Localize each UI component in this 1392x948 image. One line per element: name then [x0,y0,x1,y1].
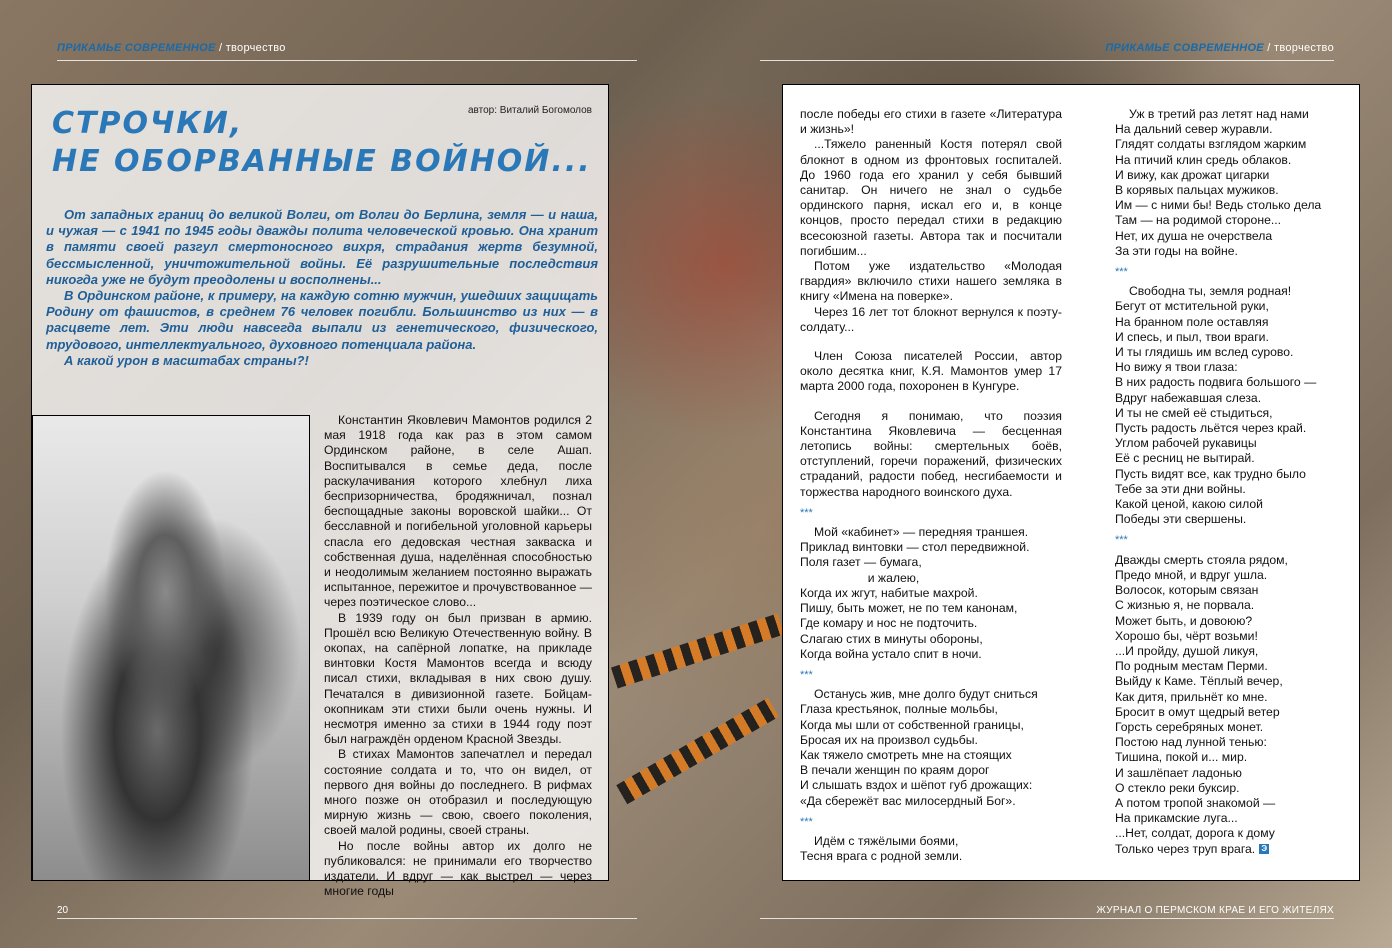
author-byline: автор: Виталий Богомолов [467,105,592,116]
right-page-panel [782,84,1360,881]
body-paragraph: ...Тяжело раненный Костя потерял свой блокнот в одном из фронтовых госпиталей. До 1960 года его хранил у себя бывший санитар. Он ничего не знал о судьбе ординского парня, искал его и, в конце концов, просто передал стихи в редакцию всесоюзной газеты. Автора так и посчитали погибшим... [800,137,1062,258]
body-paragraph: после победы его стихи в газете «Литература и жизнь»! [800,107,1062,137]
lead-text: А какой урон в масштабах страны?! [64,352,309,368]
stars-divider: *** [1115,266,1128,279]
body-paragraph: Через 16 лет тот блокнот вернулся к поэту-солдату... [800,304,1062,334]
section-title: ПРИКАМЬЕ СОВРЕМЕННОЕ [1105,42,1264,54]
body-paragraph: В 1939 году он был призван в армию. Прошёл всю Великую Отечественную войну. В окопах, на сапёрной лопатке, на прикладе винтовки Костя Мамонтов всегда и всюду писал стихи, вкладывая в них свою душу. Печатался в дивизионной газете. Бойцам-окопникам эти стихи были очень нужны. И несмотря именно за стихи в 1944 году поэт был награждён орденом Красной Звезды. [324,610,592,747]
lead-paragraph [46,207,598,369]
bio-column [324,413,592,900]
body-paragraph: Но после войны автор их долго не публиковался: не принимали его творчество издатели. И вдруг — как выстрел — через многие годы [324,838,592,899]
footer-rule [57,918,637,919]
section-subtitle: творчество [225,42,286,54]
section-subtitle: творчество [1274,42,1334,54]
title-line: НЕ ОБОРВАННЫЕ ВОЙНОЙ... [52,144,592,179]
poem: Мой «кабинет» — передняя траншея. Приклад винтовки — стол передвижной. Поля газет — бумага, и жалею, Когда их жгут, набитые махрой. Пишу, быть может, не по тем канонам, Где комару и нос не подточить. Слагаю стих в минуты обороны, Когда война устало спит в ночи. [800,525,1030,661]
page-number: 20 [57,905,69,916]
poem: Дважды смерть стояла рядом, Предо мной, и вдруг ушла. Волосок, которым связан С жизнью я, не порвала. Может быть, и довоюю? Хорошо бы, чёрт возьми! ...И пройду, душой ликуя, По родным местам Перми. Выйду к Каме. Тёплый вечер, Как дитя, прильнёт ко мне. Бросит в омут щедрый ветер Горсть серебряных монет. Постою над лунной тенью: Тишина, покой и... мир. И зашлёпает ладонью О стекло реки буксир. А потом тропой знакомой — На прикамские луга... ...Нет, солдат, дорога к дому Только через труп врага. [1115,552,1288,856]
body-paragraph: Потом уже издательство «Молодая гвардия» включило стихи нашего земляка в книгу «Имена на поверке». [800,259,1062,304]
poem: Идём с тяжёлыми боями, Тесня врага с родной земли. [800,833,963,864]
stars-divider: *** [800,668,813,681]
section-title: ПРИКАМЬЕ СОВРЕМЕННОЕ [57,42,216,54]
body-paragraph: Член Союза писателей России, автор около десятка книг, К.Я. Мамонтов умер 17 марта 2000 года, похоронен в Кунгуре. [800,349,1062,394]
ribbon-decoration [611,613,784,688]
magazine-tagline: ЖУРНАЛ О ПЕРМСКОМ КРАЕ И ЕГО ЖИТЕЛЯХ [1096,905,1334,916]
poem: Останусь жив, мне долго будут сниться Глаза крестьянок, полные мольбы, Когда мы шли от собственной границы, Бросая их на произвол судьбы. Как тяжело смотреть мне на стоящих В печали женщин по краям дорог И слышать вздох и шёпот губ дрожащих: «Да сбережёт вас милосердный Бог». [800,687,1038,808]
body-paragraph: В стихах Мамонтов запечатлел и передал состояние солдата и то, что он видел, от первого дня войны до последнего. В рифмах много позже он отобразил и последующую мирную жизнь — свою, своего поколения, своей малой родины, своей страны. [324,747,592,838]
body-paragraph: Сегодня я понимаю, что поэзия Константина Яковлевича — бесценная летопись войны: смертельных боёв, отступлений, горечи поражений, физических страданий, радости побед, несгибаемости и торжества народного воинского духа. [800,408,1062,499]
ribbon-decoration [616,698,779,805]
stars-divider: *** [800,506,813,519]
lead-text: От западных границ до великой Волги, от Волги до Берлина, земля — и наша, и чужая — с 1941 по 1945 годы дважды полита человеческой кровью. Она хранит в памяти своей разгул смертоносного вихря, страдания жертв безумной, бессмысленной, уничтожительной войны. Её разрушительные последствия никогда уже не будут преодолены и восполнены... [46,207,598,287]
lead-text: В Ординском районе, к примеру, на каждую сотню мужчин, ушедших защищать Родину от фашистов, в среднем 76 человек погибли. Большинство из них — в расцвете лет. Эти люди навсегда выпали из генетического, физического, трудового, интеллектуального, духовного потенциала района. [46,288,598,352]
middle-column [800,107,1062,864]
right-column [1115,107,1347,857]
poem: Свободна ты, земля родная! Бегут от мстительной руки, На бранном поле оставляя И спесь, и пыл, твои враги. И ты глядишь им вслед сурово. Но вижу я твои глаза: В них радость подвига большого — Вдруг набежавшая слеза. И ты не смей её стыдиться, Пусть радость льётся через край. Углом рабочей рукавицы Её с ресниц не вытирай. Пусть видят все, как трудно было Тебе за эти дни войны. Какой ценой, какою силой Победы эти свершены. [1115,284,1317,527]
poem: Уж в третий раз летят над нами На дальний север журавли. Глядят солдаты взглядом жарким На птичий клин средь облаков. И вижу, как дрожат цигарки В корявых пальцах мужиков. Им — с ними бы! Ведь столько дела Там — на родимой стороне... Нет, их душа не очерствела За эти годы на войне. [1115,107,1322,258]
header-rule [57,60,637,61]
section-header-right: ПРИКАМЬЕ СОВРЕМЕННОЕ / творчество [1105,42,1334,54]
author-portrait-photo [32,415,310,881]
section-header-left: ПРИКАМЬЕ СОВРЕМЕННОЕ / творчество [57,42,286,54]
stars-divider: *** [800,815,813,828]
left-page-panel [31,84,609,899]
article-title [52,105,592,181]
stars-divider: *** [1115,534,1128,547]
title-line: СТРОЧКИ, [52,106,244,141]
footer-rule [760,918,1334,919]
end-of-article-icon: Э [1259,844,1269,854]
body-paragraph: Константин Яковлевич Мамонтов родился 2 мая 1918 года как раз в этом самом Ординском районе, в селе Ашап. Воспитывался в семье деда, после раскулачивания которого хлебнул лиха беспризорничества, бродяжничал, познал беспощадные законы воровской шайки... От бесславной и погибельной уголовной карьеры спасла его дедовская честная закваска и собственная душа, наделённая способностью и неодолимым желанием постоянно выражать испытанное, пережитое и прочувствованное — через поэтическое слово... [324,413,592,610]
header-rule [760,60,1334,61]
